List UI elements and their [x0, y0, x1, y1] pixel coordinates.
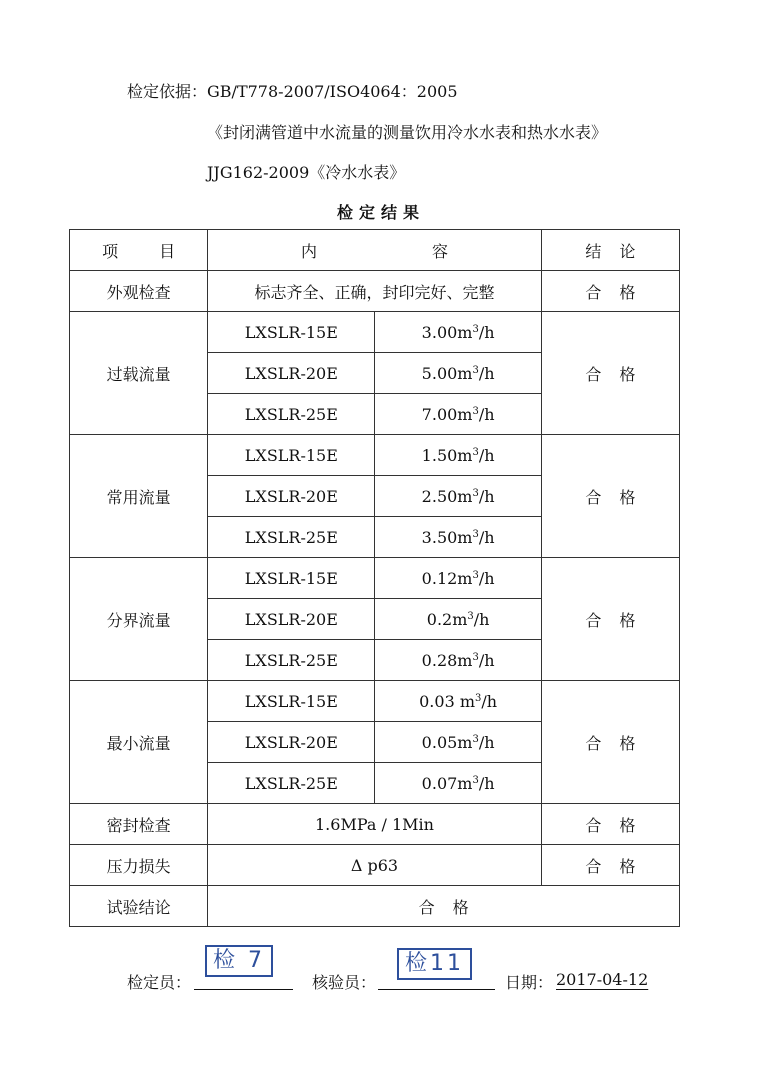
verifier-stamp: 检11 — [397, 948, 472, 980]
result-title: 检定结果 — [336, 203, 425, 222]
flow-value: 3.00m — [421, 322, 473, 342]
unit-superscript: 3 — [472, 569, 479, 581]
model-cell: LXSLR-15E — [208, 681, 375, 722]
flow-value-cell — [375, 435, 541, 476]
flow-value: 0.12m — [421, 568, 473, 588]
model-cell: LXSLR-20E — [208, 722, 375, 763]
flow-value-cell — [375, 517, 541, 558]
flow-value-cell — [375, 722, 541, 763]
unit-superscript: 3 — [472, 405, 479, 417]
model-cell: LXSLR-15E — [208, 435, 375, 476]
unit-superscript: 3 — [467, 610, 474, 622]
table-row-seal — [70, 804, 680, 845]
content-pressure-loss: Δ p63 — [208, 845, 542, 886]
header-content: 内 容 — [208, 230, 542, 271]
result-table — [69, 229, 680, 927]
flow-value-cell — [375, 599, 541, 640]
unit-superscript: 3 — [472, 446, 479, 458]
flow-value: 2.50m — [421, 486, 473, 506]
model-cell: LXSLR-20E — [208, 599, 375, 640]
unit-tail: /h — [478, 773, 495, 793]
unit-superscript: 3 — [472, 487, 479, 499]
unit-superscript: 3 — [472, 364, 479, 376]
basis-standard-jjg: JJG162-2009《冷水水表》 — [207, 163, 406, 182]
date-label: 日期： — [505, 973, 554, 992]
table-row-test-conclusion — [70, 886, 680, 927]
flow-value-cell — [375, 763, 541, 804]
flow-item-label: 常用流量 — [70, 435, 208, 558]
unit-tail: /h — [478, 650, 495, 670]
unit-tail: /h — [481, 691, 498, 711]
unit-superscript: 3 — [472, 528, 479, 540]
flow-value: 0.03 m — [419, 691, 476, 711]
flow-value: 0.07m — [421, 773, 473, 793]
conclusion-pressure-loss: 合格 — [541, 845, 679, 886]
flow-value-cell — [375, 558, 541, 599]
flow-value: 1.50m — [421, 445, 473, 465]
header-item: 项 目 — [70, 230, 208, 271]
unit-superscript: 3 — [472, 774, 479, 786]
flow-value: 3.50m — [421, 527, 473, 547]
verification-basis — [127, 79, 458, 102]
item-seal: 密封检查 — [70, 804, 208, 845]
flow-value-cell — [375, 681, 541, 722]
model-cell: LXSLR-25E — [208, 394, 375, 435]
conclusion-appearance: 合格 — [541, 271, 679, 312]
model-cell: LXSLR-25E — [208, 517, 375, 558]
verifier-signature-line — [378, 989, 495, 990]
unit-superscript: 3 — [472, 733, 479, 745]
table-row — [70, 681, 680, 722]
basis-label: 检定依据： — [127, 82, 208, 101]
basis-standard-title: 《封闭满管道中水流量的测量饮用冷水水表和热水水表》 — [207, 123, 608, 142]
verifier-label: 核验员： — [312, 973, 377, 992]
inspector-label: 检定员： — [127, 973, 192, 992]
table-row — [70, 312, 680, 353]
unit-tail: /h — [478, 445, 495, 465]
header-conclusion: 结论 — [541, 230, 679, 271]
item-test-conclusion: 试验结论 — [70, 886, 208, 927]
unit-tail: /h — [478, 404, 495, 424]
unit-tail: /h — [478, 732, 495, 752]
unit-tail: /h — [478, 322, 495, 342]
flow-value: 0.05m — [421, 732, 473, 752]
flow-value: 5.00m — [421, 363, 473, 383]
item-pressure-loss: 压力损失 — [70, 845, 208, 886]
content-seal: 1.6MPa / 1Min — [208, 804, 542, 845]
unit-tail: /h — [478, 363, 495, 383]
flow-value-cell — [375, 640, 541, 681]
table-header-row — [70, 230, 680, 271]
unit-superscript: 3 — [475, 692, 482, 704]
flow-item-label: 最小流量 — [70, 681, 208, 804]
item-appearance: 外观检查 — [70, 271, 208, 312]
model-cell: LXSLR-25E — [208, 640, 375, 681]
flow-value-cell — [375, 312, 541, 353]
unit-tail: /h — [478, 486, 495, 506]
table-row-pressure-loss — [70, 845, 680, 886]
model-cell: LXSLR-15E — [208, 558, 375, 599]
unit-superscript: 3 — [472, 323, 479, 335]
flow-conclusion: 合格 — [541, 312, 679, 435]
flow-value-cell — [375, 394, 541, 435]
flow-conclusion: 合格 — [541, 558, 679, 681]
table-row-appearance — [70, 271, 680, 312]
date-value: 2017-04-12 — [556, 970, 649, 989]
inspector-signature-line — [194, 989, 293, 990]
flow-value: 0.2m — [426, 609, 468, 629]
flow-value: 7.00m — [421, 404, 473, 424]
unit-tail: /h — [478, 527, 495, 547]
model-cell: LXSLR-20E — [208, 476, 375, 517]
flow-value-cell — [375, 476, 541, 517]
content-appearance: 标志齐全、正确，封印完好、完整 — [208, 271, 542, 312]
table-row — [70, 435, 680, 476]
model-cell: LXSLR-20E — [208, 353, 375, 394]
content-test-conclusion: 合格 — [208, 886, 680, 927]
flow-conclusion: 合格 — [541, 435, 679, 558]
flow-value: 0.28m — [421, 650, 473, 670]
flow-value-cell — [375, 353, 541, 394]
table-row — [70, 558, 680, 599]
unit-tail: /h — [473, 609, 490, 629]
model-cell: LXSLR-25E — [208, 763, 375, 804]
flow-conclusion: 合格 — [541, 681, 679, 804]
unit-superscript: 3 — [472, 651, 479, 663]
flow-item-label: 过载流量 — [70, 312, 208, 435]
unit-tail: /h — [478, 568, 495, 588]
flow-item-label: 分界流量 — [70, 558, 208, 681]
inspector-stamp: 检 7 — [205, 945, 273, 977]
basis-standard: GB/T778-2007/ISO4064：2005 — [207, 82, 458, 101]
model-cell: LXSLR-15E — [208, 312, 375, 353]
conclusion-seal: 合格 — [541, 804, 679, 845]
